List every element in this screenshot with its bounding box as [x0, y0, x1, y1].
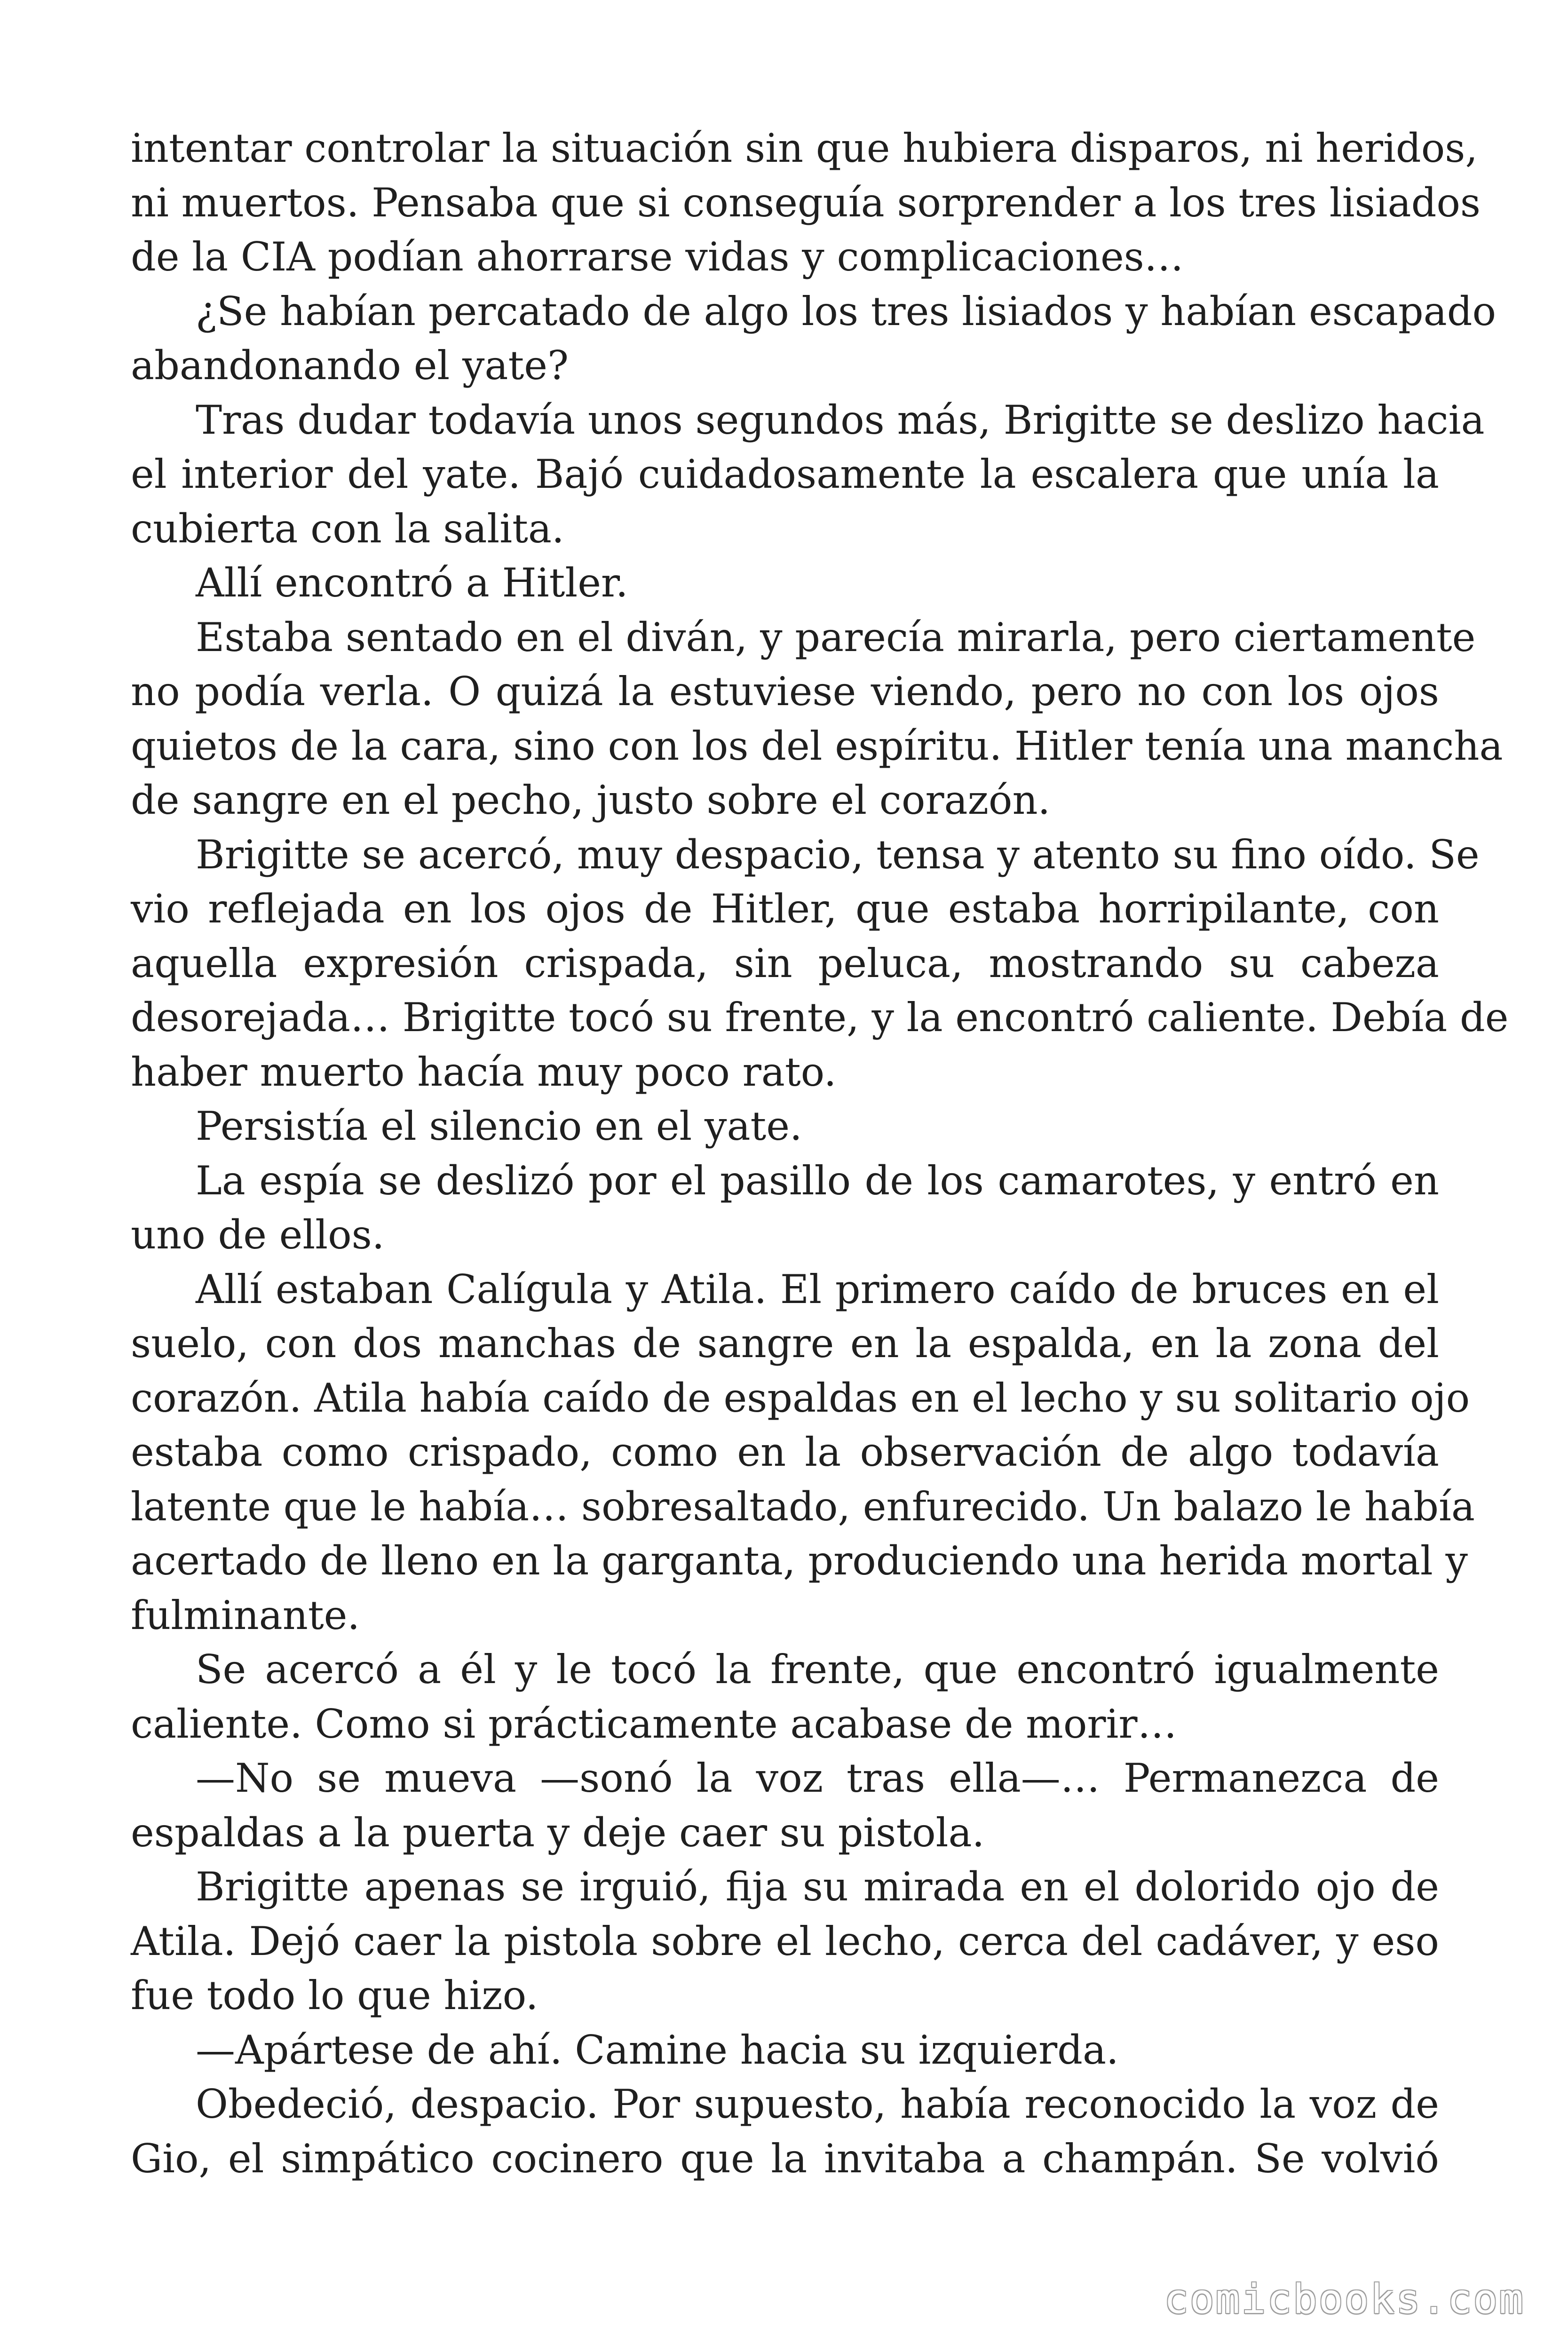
body-text: [131, 121, 1509, 2186]
text-line: La espía se deslizó por el pasillo de los camarotes, y entró en: [196, 1157, 1439, 1204]
text-line: Obedeció, despacio. Por supuesto, había reconocido la voz de: [196, 2081, 1439, 2127]
text-line: abandonando el yate?: [131, 342, 569, 389]
text-line: Gio, el simpático cocinero que la invitaba a champán. Se volvió: [131, 2135, 1439, 2182]
watermark: comicbooks.com: [1164, 2276, 1525, 2323]
text-line: fue todo lo que hizo.: [131, 1972, 539, 2018]
text-line: vio reflejada en los ojos de Hitler, que estaba horripilante, con: [131, 886, 1439, 932]
text-line: ¿Se habían percatado de algo los tres lisiados y habían escapado: [196, 288, 1497, 334]
text-line: uno de ellos.: [131, 1212, 385, 1258]
text-line: de sangre en el pecho, justo sobre el corazón.: [131, 777, 1051, 823]
text-line: quietos de la cara, sino con los del espíritu. Hitler tenía una mancha: [131, 723, 1503, 769]
text-line: Brigitte apenas se irguió, fija su mirada en el dolorido ojo de: [196, 1864, 1439, 1910]
text-line: intentar controlar la situación sin que hubiera disparos, ni heridos,: [131, 125, 1478, 171]
text-line: de la CIA podían ahorrarse vidas y complicaciones…: [131, 234, 1184, 280]
text-line: desorejada… Brigitte tocó su frente, y la encontró caliente. Debía de: [131, 994, 1509, 1041]
text-line: caliente. Como si prácticamente acabase de morir…: [131, 1700, 1177, 1747]
text-line: —No se mueva —sonó la voz tras ella—… Permanezca de: [196, 1755, 1439, 1801]
text-line: latente que le había… sobresaltado, enfurecido. Un balazo le había: [131, 1483, 1475, 1530]
text-line: Persistía el silencio en el yate.: [196, 1103, 802, 1149]
text-line: espaldas a la puerta y deje caer su pistola.: [131, 1809, 985, 1856]
text-line: cubierta con la salita.: [131, 505, 564, 552]
text-line: Atila. Dejó caer la pistola sobre el lecho, cerca del cadáver, y eso: [131, 1918, 1439, 1964]
text-line: no podía verla. O quizá la estuviese viendo, pero no con los ojos: [131, 668, 1439, 715]
text-line: aquella expresión crispada, sin peluca, mostrando su cabeza: [131, 940, 1439, 986]
text-line: el interior del yate. Bajó cuidadosamente la escalera que unía la: [131, 451, 1439, 497]
text-line: —Apártese de ahí. Camine hacia su izquierda.: [196, 2026, 1119, 2073]
text-line: suelo, con dos manchas de sangre en la espalda, en la zona del: [131, 1320, 1439, 1367]
text-line: fulminante.: [131, 1592, 360, 1638]
text-line: Estaba sentado en el diván, y parecía mirarla, pero ciertamente: [196, 614, 1476, 660]
text-line: haber muerto hacía muy poco rato.: [131, 1049, 837, 1095]
text-line: ni muertos. Pensaba que si conseguía sorprender a los tres lisiados: [131, 179, 1481, 226]
text-line: corazón. Atila había caído de espaldas en el lecho y su solitario ojo: [131, 1375, 1470, 1421]
text-line: Allí encontró a Hitler.: [196, 560, 628, 606]
text-line: Se acercó a él y le tocó la frente, que encontró igualmente: [196, 1646, 1439, 1692]
text-line: acertado de lleno en la garganta, produciendo una herida mortal y: [131, 1538, 1468, 1584]
text-line: Tras dudar todavía unos segundos más, Brigitte se deslizo hacia: [196, 397, 1485, 443]
text-line: estaba como crispado, como en la observación de algo todavía: [131, 1429, 1439, 1475]
text-line: Allí estaban Calígula y Atila. El primero caído de bruces en el: [196, 1266, 1439, 1312]
text-line: Brigitte se acercó, muy despacio, tensa y atento su fino oído. Se: [196, 831, 1480, 878]
